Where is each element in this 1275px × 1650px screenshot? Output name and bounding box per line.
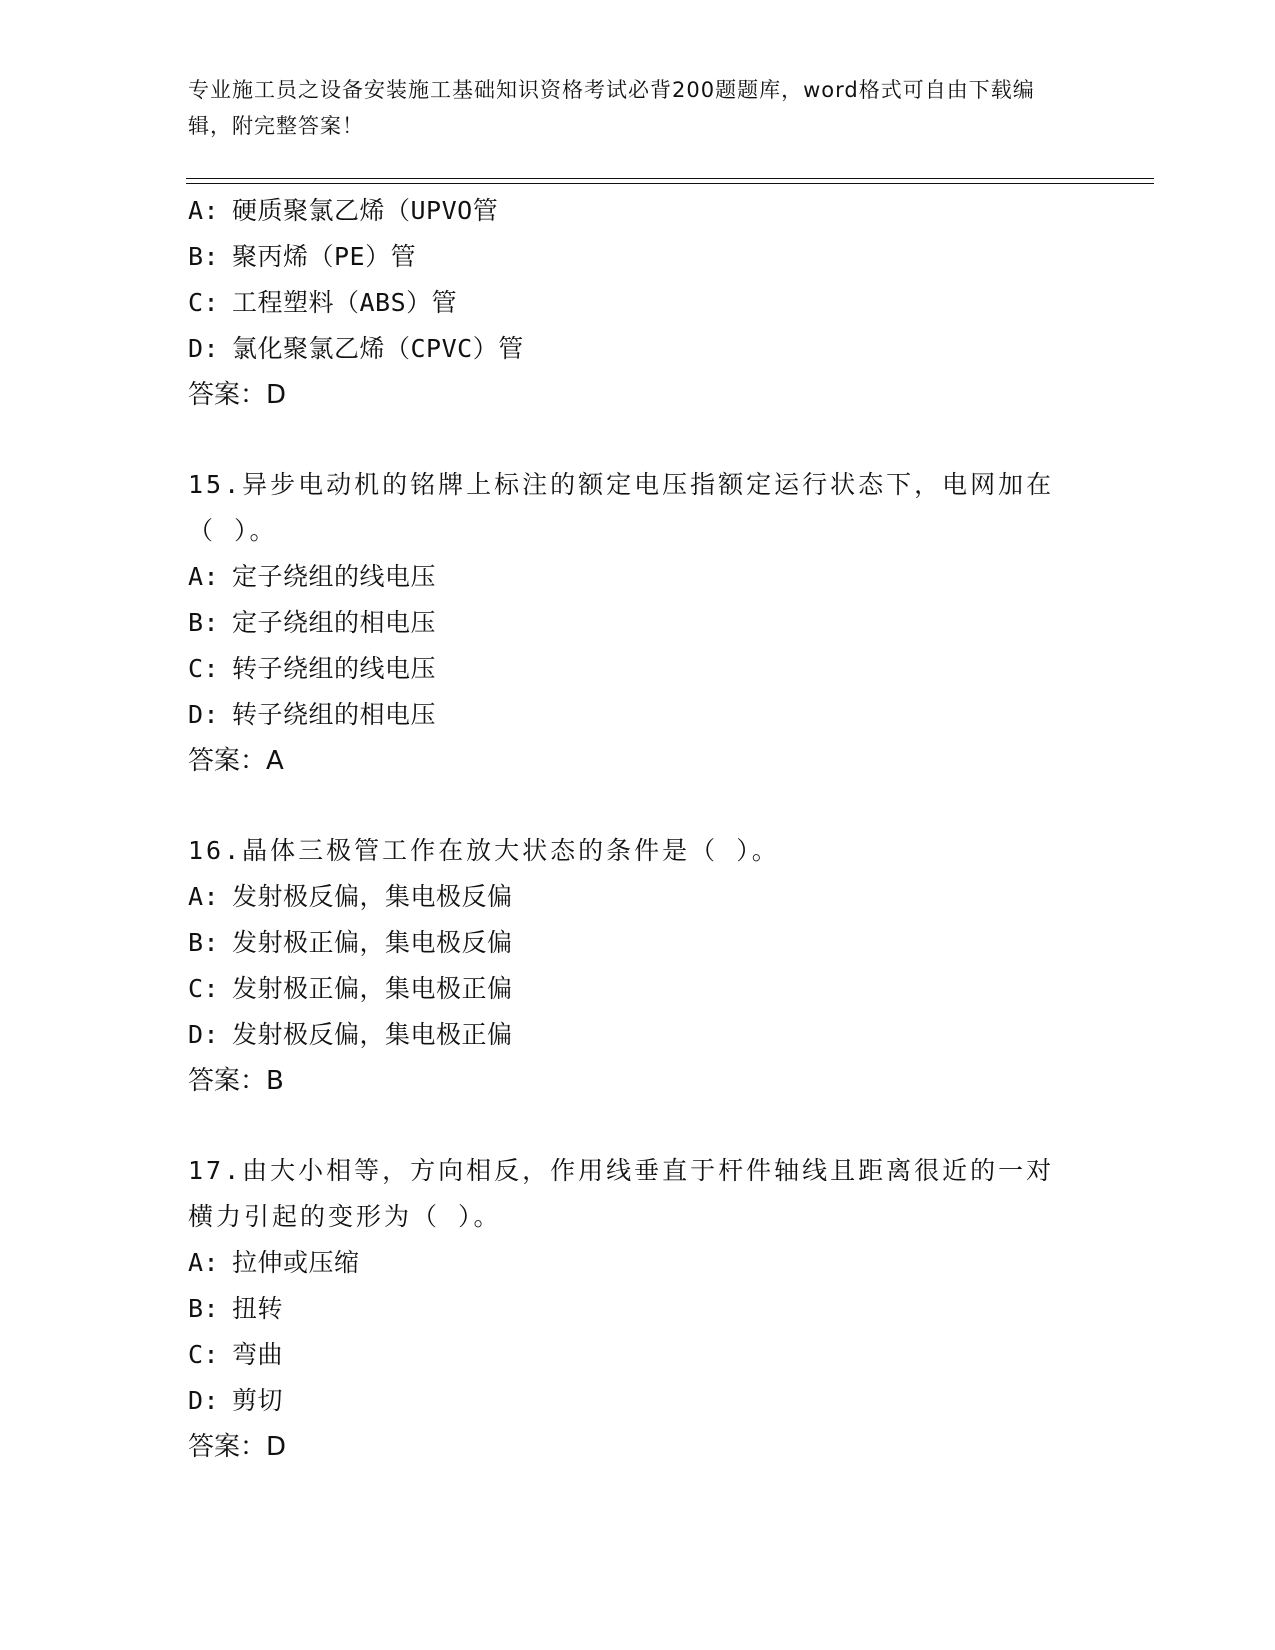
question-block-15 <box>188 462 1088 784</box>
header-text: 专业施工员之设备安装施工基础知识资格考试必背200题题库，word格式可自由下载编辑，附完整答案！ <box>188 78 1035 138</box>
answer-line: 答案：A <box>188 746 284 776</box>
question-stem: 15.异步电动机的铭牌上标注的额定电压指额定运行状态下，电网加在（ ）。 <box>188 470 1055 545</box>
question-stem: 16.晶体三极管工作在放大状态的条件是（ ）。 <box>188 836 780 865</box>
question-list <box>188 188 1088 1470</box>
option-b: B: 发射极正偏，集电极反偏 <box>188 928 513 957</box>
question-block-prev <box>188 188 1088 418</box>
document-header <box>188 72 1068 144</box>
option-a: A: 定子绕组的线电压 <box>188 562 437 591</box>
question-stem: 17.由大小相等，方向相反，作用线垂直于杆件轴线且距离很近的一对横力引起的变形为（ ）。 <box>188 1156 1055 1231</box>
option-b: B: 定子绕组的相电压 <box>188 608 437 637</box>
header-rule-top <box>186 178 1154 179</box>
answer-line: 答案：B <box>188 1066 284 1096</box>
option-c: C: 工程塑料（ABS）管 <box>188 288 458 317</box>
question-block-17 <box>188 1148 1088 1470</box>
option-a: A: 发射极反偏，集电极反偏 <box>188 882 513 911</box>
option-d: D: 剪切 <box>188 1386 284 1415</box>
option-b: B: 扭转 <box>188 1294 284 1323</box>
option-d: D: 发射极反偏，集电极正偏 <box>188 1020 513 1049</box>
answer-line: 答案：D <box>188 1432 287 1462</box>
option-a: A: 硬质聚氯乙烯（UPVO管 <box>188 196 499 225</box>
option-d: D: 转子绕组的相电压 <box>188 700 437 729</box>
header-rule-bottom <box>186 183 1154 184</box>
option-d: D: 氯化聚氯乙烯（CPVC）管 <box>188 334 524 363</box>
option-c: C: 弯曲 <box>188 1340 284 1369</box>
option-c: C: 转子绕组的线电压 <box>188 654 437 683</box>
option-c: C: 发射极正偏，集电极正偏 <box>188 974 513 1003</box>
option-a: A: 拉伸或压缩 <box>188 1248 360 1277</box>
option-b: B: 聚丙烯（PE）管 <box>188 242 417 271</box>
question-block-16 <box>188 828 1088 1104</box>
answer-line: 答案：D <box>188 380 287 410</box>
